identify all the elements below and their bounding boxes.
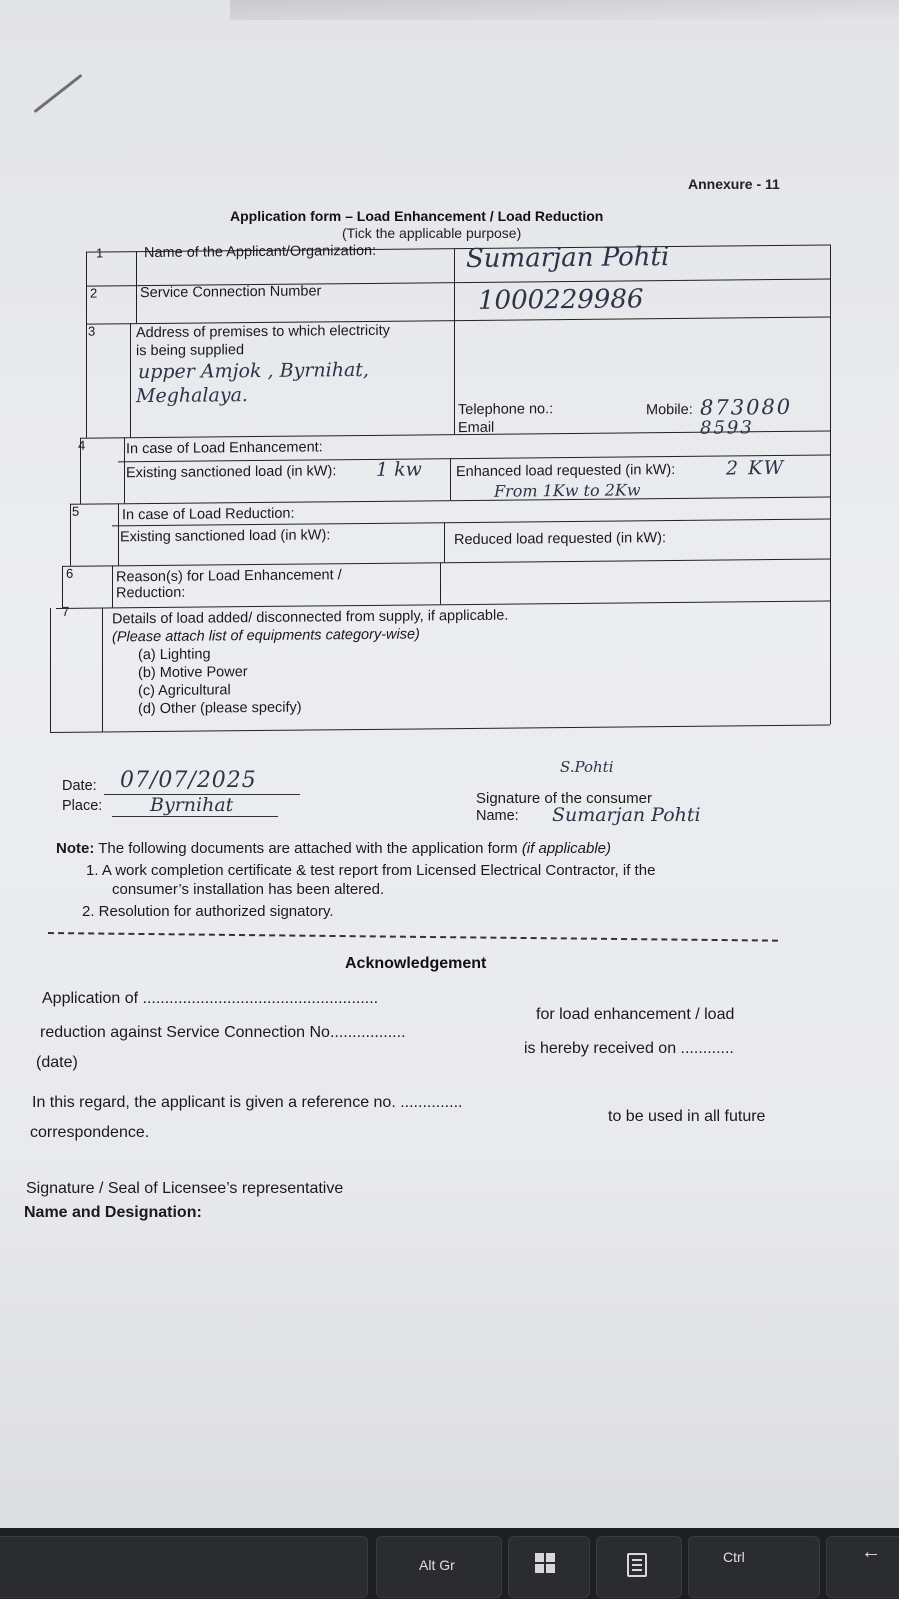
date-label: Date: <box>62 778 97 794</box>
enhanced-load-label: Enhanced load requested (in kW): <box>456 461 676 481</box>
windows-key <box>508 1536 590 1598</box>
applicant-name-value: Sumarjan Pohti <box>466 242 670 275</box>
note-body-italic: (if applicable) <box>521 840 612 857</box>
table-rule <box>62 559 830 567</box>
enhanced-load-note: From 1Kw to 2Kw <box>494 480 641 501</box>
table-rule <box>450 458 451 500</box>
place-label: Place: <box>62 798 103 814</box>
note-item-2: 2. Resolution for authorized signatory. <box>82 903 334 920</box>
menu-key <box>596 1536 682 1598</box>
service-connection-label: Service Connection Number <box>140 283 322 302</box>
table-rule <box>62 566 63 608</box>
address-label-line2: is being supplied <box>136 342 245 360</box>
windows-icon <box>535 1553 557 1575</box>
ack-line-3: (date) <box>36 1054 78 1071</box>
ack-line-2a: reduction against Service Connection No................. <box>40 1024 406 1041</box>
mobile-value-line1: 873080 <box>700 394 793 420</box>
ack-line-1a: Application of ..................................................... <box>42 990 379 1007</box>
row-number: 2 <box>90 285 98 301</box>
row-number: 1 <box>96 245 104 261</box>
table-rule <box>118 503 119 565</box>
table-rule <box>50 608 51 732</box>
name-designation-label: Name and Designation: <box>24 1204 202 1221</box>
reason-label-line2: Reduction: <box>116 584 186 602</box>
equipment-item-motive-power: (b) Motive Power <box>138 664 248 682</box>
applicant-name-label: Name of the Applicant/Organization: <box>144 242 377 262</box>
ack-line-1b: for load enhancement / load <box>536 1006 735 1023</box>
equipment-item-agricultural: (c) Agricultural <box>138 682 231 700</box>
existing-load-label: Existing sanctioned load (in kW): <box>120 527 331 546</box>
cut-line <box>48 932 778 942</box>
table-rule <box>136 251 137 323</box>
consumer-signature: S.Pohti <box>560 758 614 776</box>
place-value: Byrnihat <box>150 794 234 816</box>
licensee-signature-label: Signature / Seal of Licensee’s representative <box>26 1180 344 1197</box>
reduced-load-label: Reduced load requested (in kW): <box>454 530 666 549</box>
table-rule <box>112 565 113 607</box>
keyboard-edge <box>0 1528 899 1599</box>
table-rule <box>50 725 830 733</box>
form-subtitle: (Tick the applicable purpose) <box>342 225 522 241</box>
table-rule <box>86 317 830 325</box>
ack-line-4a: In this regard, the applicant is given a reference no. .............. <box>32 1094 463 1111</box>
table-rule <box>830 245 831 725</box>
table-rule <box>70 504 71 566</box>
existing-load-label: Existing sanctioned load (in kW): <box>126 463 337 482</box>
mobile-value-line2: 8593 <box>700 417 754 439</box>
note-item-1-line2: consumer’s installation has been altered. <box>112 881 385 898</box>
enhanced-load-value: 2 KW <box>726 456 786 480</box>
table-rule <box>440 562 441 604</box>
row-number: 7 <box>62 603 70 619</box>
form-title: Application form – Load Enhancement / Load Reduction <box>230 208 604 224</box>
ack-line-4b: to be used in all future <box>608 1108 766 1125</box>
load-reduction-heading: In case of Load Reduction: <box>122 505 295 524</box>
place-underline <box>112 816 278 817</box>
table-rule <box>130 323 131 437</box>
consumer-name-value: Sumarjan Pohti <box>552 804 701 826</box>
load-details-note: (Please attach list of equipments category-wise) <box>112 626 420 646</box>
ack-line-5: correspondence. <box>30 1124 150 1141</box>
space-key <box>0 1536 368 1598</box>
note-text <box>56 840 611 857</box>
load-enhancement-heading: In case of Load Enhancement: <box>126 439 323 458</box>
address-value-line2: Meghalaya. <box>136 384 248 408</box>
row-number: 5 <box>72 503 80 519</box>
date-value: 07/07/2025 <box>120 768 257 793</box>
row-number: 6 <box>66 565 74 581</box>
consumer-signature-label: Signature of the consumer <box>476 790 652 807</box>
table-rule <box>124 437 125 503</box>
reason-label-line1: Reason(s) for Load Enhancement / <box>116 567 342 586</box>
table-rule <box>86 252 87 438</box>
table-rule <box>444 522 445 562</box>
ctrl-key <box>688 1536 820 1598</box>
existing-load-value: 1 kw <box>376 458 422 481</box>
row-number: 3 <box>88 323 96 339</box>
application-table <box>50 242 830 750</box>
menu-icon <box>627 1553 647 1577</box>
left-arrow-key <box>826 1536 899 1598</box>
acknowledgement-title: Acknowledgement <box>345 955 487 972</box>
service-connection-value: 1000229986 <box>478 284 644 316</box>
table-rule <box>102 607 103 731</box>
ctrl-label: Ctrl <box>723 1549 745 1565</box>
equipment-item-other: (d) Other (please specify) <box>138 699 302 718</box>
note-label: Note: <box>56 840 95 857</box>
paper-fold-shadow <box>230 0 899 20</box>
mobile-label: Mobile: <box>646 401 693 419</box>
telephone-label: Telephone no.: <box>458 401 554 419</box>
note-item-1-line1: 1. A work completion certificate & test report from Licensed Electrical Contractor, if the <box>86 862 656 879</box>
altgr-label: Alt Gr <box>419 1557 455 1573</box>
altgr-key <box>376 1536 502 1598</box>
annexure-label: Annexure - 11 <box>688 176 780 192</box>
equipment-item-lighting: (a) Lighting <box>138 646 211 664</box>
note-body: The following documents are attached with the application form <box>98 840 518 857</box>
email-label: Email <box>458 419 495 437</box>
row-number: 4 <box>78 437 86 453</box>
address-label-line1: Address of premises to which electricity <box>136 322 390 342</box>
address-value-line1: upper Amjok , Byrnihat, <box>138 358 369 384</box>
ack-line-2b: is hereby received on ............ <box>524 1040 734 1057</box>
pencil-mark <box>33 74 82 113</box>
left-arrow-icon: ← <box>861 1541 881 1563</box>
load-details-label: Details of load added/ disconnected from supply, if applicable. <box>112 607 509 628</box>
consumer-name-label: Name: <box>476 808 519 824</box>
table-rule <box>454 248 455 434</box>
